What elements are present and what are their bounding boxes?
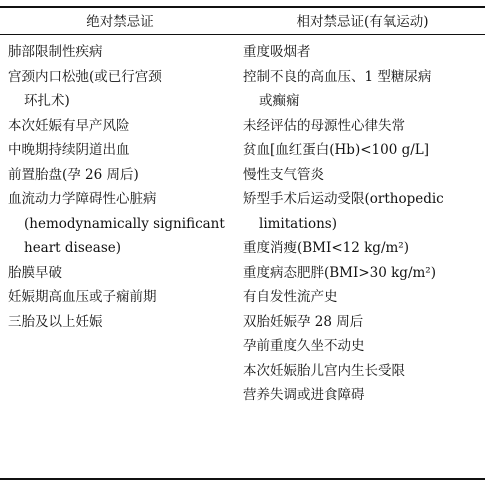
absolute-contraindication-item-line: 胎膜早破 [8, 264, 62, 281]
relative-contraindication-item [243, 138, 478, 163]
relative-contraindication-item [243, 359, 478, 384]
absolute-contraindication-item [8, 261, 233, 286]
absolute-contraindication-item-line: 本次妊娠有早产风险 [8, 117, 130, 134]
absolute-contraindication-item [8, 163, 233, 188]
relative-contraindication-item-line: 双胎妊娠孕 28 周后 [243, 313, 364, 330]
absolute-contraindications-column [8, 40, 233, 334]
absolute-contraindication-item-line: 前置胎盘(孕 26 周后) [8, 166, 139, 183]
absolute-contraindication-item-line: 中晚期持续阴道出血 [8, 142, 130, 158]
absolute-contraindication-item-line: heart disease) [24, 240, 122, 256]
absolute-contraindication-item-line: 宫颈内口松弛(或已行宫颈 [8, 68, 162, 85]
relative-contraindication-item-line: 重度消瘦(BMI<12 kg/m²) [243, 240, 409, 256]
absolute-contraindication-item [8, 114, 233, 139]
relative-contraindication-item [243, 40, 478, 65]
relative-contraindication-item-line: 慢性支气管炎 [243, 166, 324, 183]
relative-contraindication-item-line: 营养失调或进食障碍 [243, 387, 365, 403]
relative-contraindication-item-line: 有自发性流产史 [243, 289, 338, 305]
relative-contraindication-item-line: 未经评估的母源性心律失常 [243, 117, 405, 134]
header-absolute-contraindications: 绝对禁忌证 [86, 14, 154, 30]
absolute-contraindication-item [8, 65, 233, 114]
table-header-rule [0, 34, 485, 35]
relative-contraindication-item [243, 310, 478, 335]
relative-contraindication-item-line: 本次妊娠胎儿宫内生长受限 [243, 362, 405, 379]
relative-contraindication-item [243, 163, 478, 188]
table-bottom-rule [0, 478, 485, 480]
relative-contraindication-item [243, 334, 478, 359]
relative-contraindication-item-line: 或癫痫 [259, 93, 300, 109]
header-relative-contraindications: 相对禁忌证(有氧运动) [296, 14, 429, 30]
absolute-contraindication-item [8, 40, 233, 65]
relative-contraindication-item [243, 236, 478, 261]
relative-contraindication-item [243, 285, 478, 310]
absolute-contraindication-item [8, 138, 233, 163]
relative-contraindication-item [243, 261, 478, 286]
absolute-contraindication-item [8, 285, 233, 310]
relative-contraindication-item-line: 重度吸烟者 [243, 44, 311, 60]
absolute-contraindication-item-line: 三胎及以上妊娠 [8, 313, 103, 330]
relative-contraindication-item-line: 重度病态肥胖(BMI>30 kg/m²) [243, 264, 436, 281]
relative-contraindication-item-line: limitations) [259, 215, 337, 232]
absolute-contraindication-item-line: 血流动力学障碍性心脏病 [8, 191, 157, 207]
relative-contraindication-item [243, 383, 478, 408]
relative-contraindication-item-line: 孕前重度久坐不动史 [243, 338, 365, 354]
relative-contraindications-column [243, 40, 478, 408]
absolute-contraindication-item [8, 310, 233, 335]
absolute-contraindication-item-line: 肺部限制性疾病 [8, 44, 103, 60]
absolute-contraindication-item-line: (hemodynamically significant [24, 215, 225, 232]
relative-contraindication-item [243, 114, 478, 139]
relative-contraindication-item-line: 控制不良的高血压、1 型糖尿病 [243, 68, 432, 85]
relative-contraindication-item-line: 矫型手术后运动受限(orthopedic [243, 191, 444, 207]
relative-contraindication-item-line: 贫血[血红蛋白(Hb)<100 g/L] [243, 142, 430, 158]
absolute-contraindication-item-line: 环扎术) [24, 93, 70, 109]
table-top-rule [0, 6, 485, 8]
absolute-contraindication-item [8, 187, 233, 261]
relative-contraindication-item [243, 187, 478, 236]
relative-contraindication-item [243, 65, 478, 114]
absolute-contraindication-item-line: 妊娠期高血压或子痫前期 [8, 289, 157, 305]
